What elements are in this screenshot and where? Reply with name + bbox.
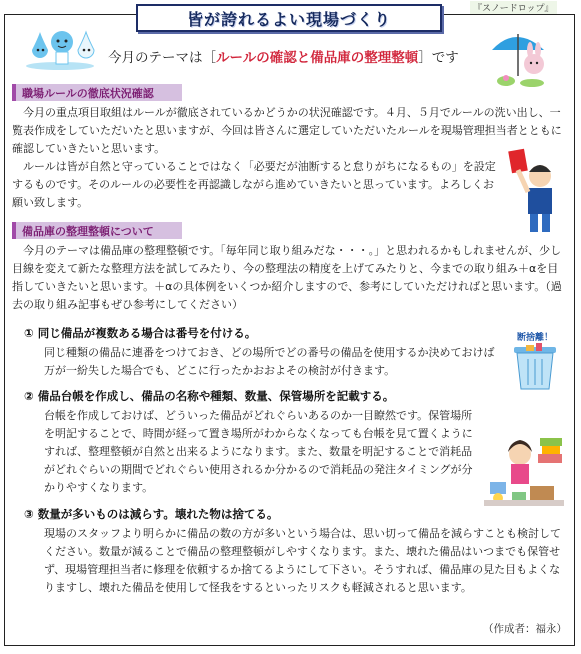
tip-3-body: 現場のスタッフより明らかに備品の数の方が多いという場合は、思い切って備品を減らすことも検討してください。数量が減ることで備品の整理整頓がしやすくなります。また、壊れた備品はいつまでも保管せず、現場管理担当者に修理を依頼するか捨てるようにして下さい。そうすれば、備品庫の見た目もよくなりますし、壊れた備品を使用して怪我をするといったリスクも軽減されると思います。 (44, 527, 561, 594)
section-rules-paragraph-2: ルールは皆が自然と守っていることではなく「必要だが油断すると怠りがちになるもの」を設定するものです。そのルールの必要性を再認識しながら進めていきたいと思っています。よろしくお願い致します。 (12, 160, 496, 209)
decluttering-bin-illustration (508, 330, 562, 392)
theme-suffix: ］です (418, 50, 459, 66)
tip-3-number: ③ (24, 507, 34, 521)
monthly-theme (108, 46, 459, 66)
umbrella-rabbit-illustration (486, 26, 558, 88)
trash-bin-icon (508, 343, 562, 391)
newsletter-title-box (136, 4, 442, 32)
rain-drop-mascots-illustration (22, 20, 98, 70)
image-caption: 『スノードロップ』 (470, 1, 557, 14)
section-rules-paragraph-1: 今月の重点項目取組はルールが徹底されているかどうかの状況確認です。４月、５月でルールの洗い出し、一覧表作成をしていただいたと思いますが、今回は皆さんに選定していただいたルールを現場管理担当者とともに確認していきたいと思います。 (12, 106, 562, 155)
section-heading-rules: 職場ルールの徹底状況確認 (12, 84, 182, 101)
referee-red-card-illustration (506, 148, 566, 238)
tip-3-title (24, 506, 278, 522)
section-storage-paragraph-1: 今月のテーマは備品庫の整理整頓です。「毎年同じ取り組みだな・・・。」と思われるかもしれませんが、少し目線を変えて新たな整理方法を試してみたり、今の整理法の精度を上げてみたりと、今までの取り組み＋αを目指していきたいと思います。＋αの具体例をいくつか紹介しますので、参考にしていただければと思います。（過去の取り組み記事もぜひ参考にしてください） (12, 244, 562, 311)
tip-1-number: ① (24, 326, 34, 340)
tip-3-title-text: 数量が多いものは減らす。壊れた物は捨てる。 (37, 507, 279, 521)
tip-2-body: 台帳を作成しておけば、どういった備品がどれぐらいあるのか一目瞭然です。保管場所を明記することで、時間が経って置き場所がわからなくなっても台帳を見て置くようにすれば、整理整頓が自然と出来るようになります。また、数量を明記することで消耗品がどれぐらいの期間でどれぐらい使用されるか分かるので消耗品の発注タイミングが分かりやすくなります。 (44, 409, 473, 494)
tip-2-number: ② (24, 389, 34, 403)
author-credit: （作成者：福永） (483, 623, 567, 635)
theme-prefix: 今月のテーマは［ (108, 50, 216, 66)
newsletter-title: 皆が誇れるよい現場づくり (186, 9, 391, 29)
tip-2-title (24, 388, 394, 404)
bin-label: 断捨離！ (516, 333, 553, 343)
section-heading-storage: 備品庫の整理整頓について (12, 222, 182, 239)
tip-1-body: 同じ種類の備品に連番をつけておき、どの場所でどの番号の備品を使用するか決めておけば万が一紛失した場合でも、どこに行ったかおおよその検討が付きます。 (44, 346, 495, 377)
tip-2-title-text: 備品台帳を作成し、備品の名称や種類、数量、保管場所を記載する。 (37, 389, 395, 403)
tip-1-title-text: 同じ備品が複数ある場合は番号を付ける。 (37, 326, 257, 340)
theme-highlight: ルールの確認と備品庫の整理整頓 (216, 50, 419, 66)
tip-1-title (24, 325, 256, 341)
girl-with-clutter-illustration (484, 432, 566, 508)
